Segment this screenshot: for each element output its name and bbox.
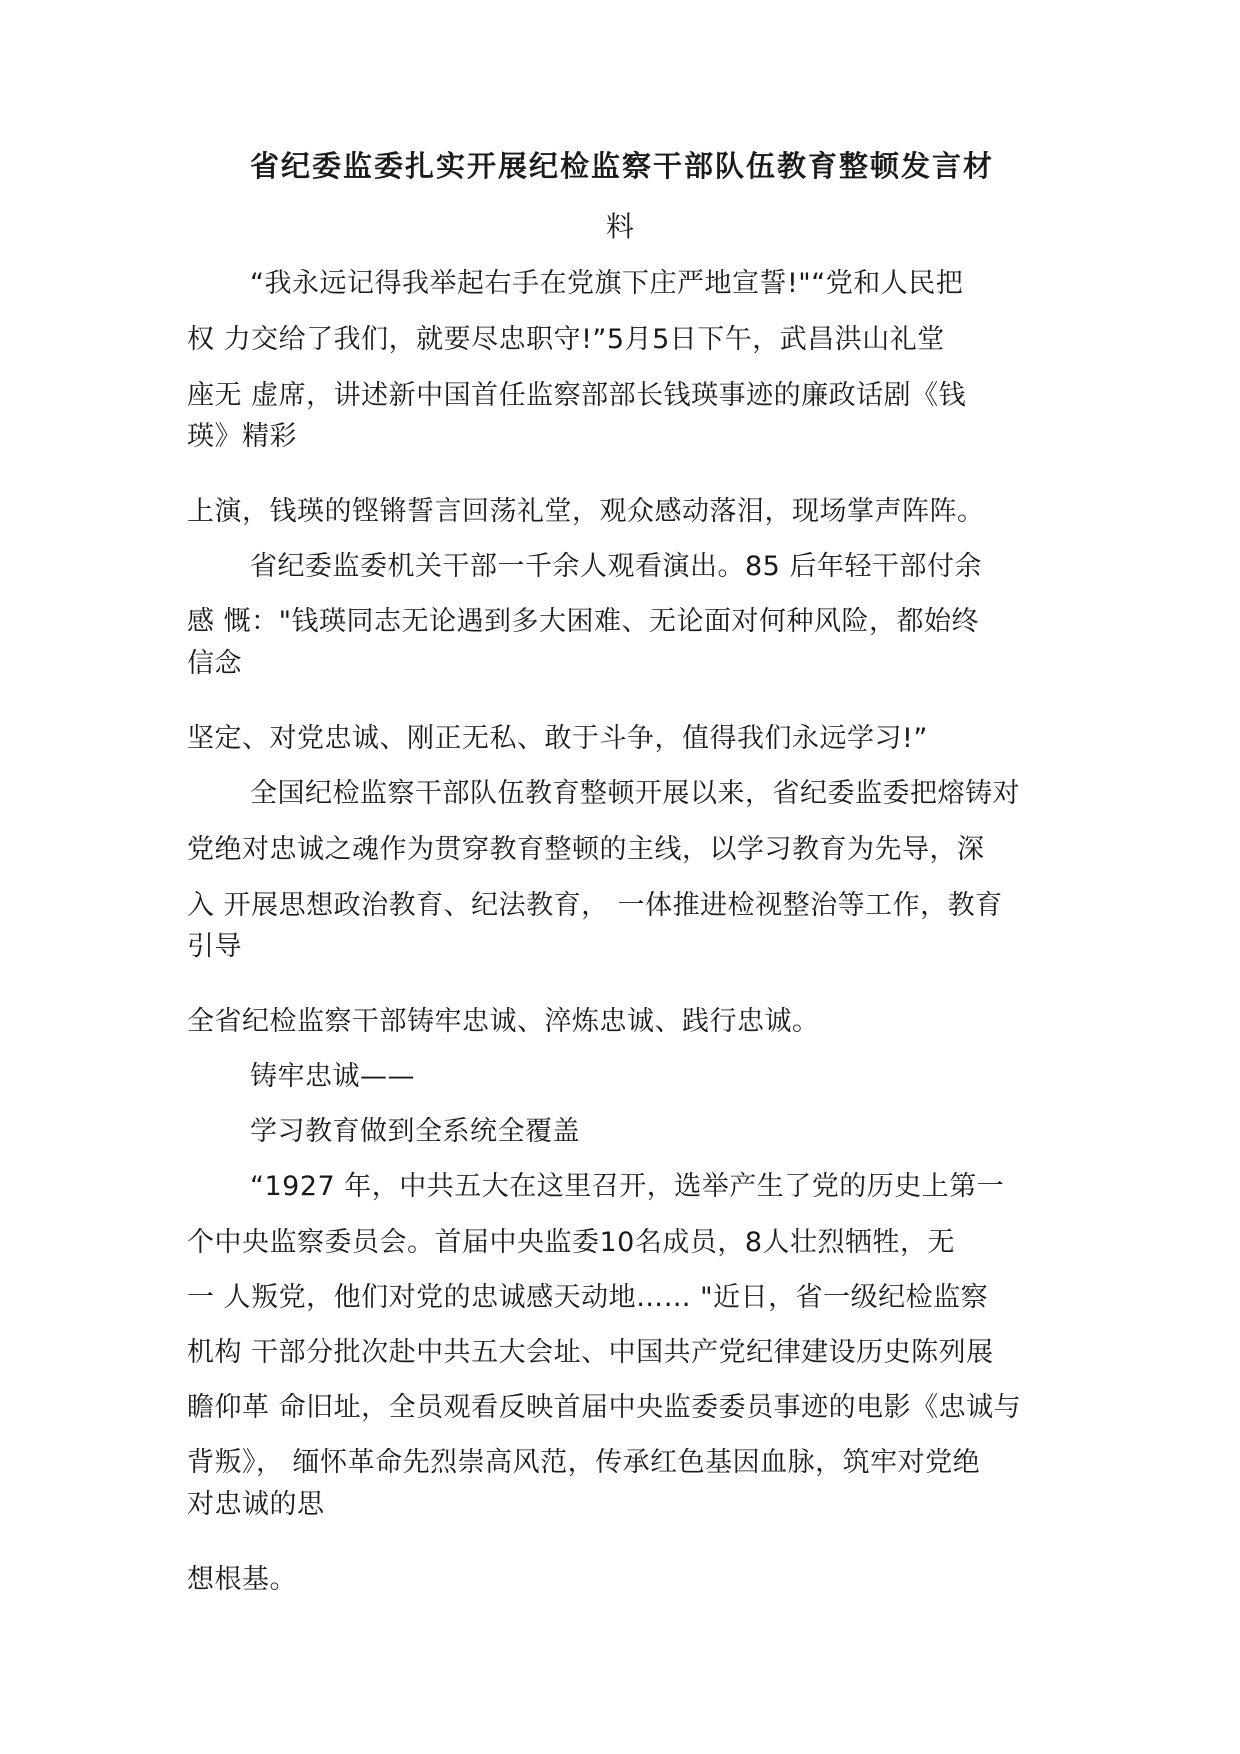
text-line: 瑛》精彩 (187, 421, 297, 452)
text-line: 想根基。 (187, 1564, 297, 1595)
text-line: 全省纪检监察干部铸牢忠诚、淬炼忠诚、践行忠诚。 (187, 1006, 820, 1037)
text-line: 党绝对忠诚之魂作为贯穿教育整顿的主线，以学习教育为先导，深 (187, 834, 985, 865)
document-title-continued: 料 (605, 210, 634, 243)
text-line: 一 人叛党，他们对党的忠诚感天动地…… "近日，省一级纪检监察 (187, 1282, 989, 1313)
text-line: 引导 (187, 931, 242, 962)
text-line: 机构 干部分批次赴中共五大会址、中国共产党纪律建设历史陈列展 (187, 1337, 994, 1368)
text-line: “我永远记得我举起右手在党旗下庄严地宣誓!"“党和人民把 (250, 268, 964, 299)
text-line: 个中央监察委员会。首届中央监委10名成员，8人壮烈牺牲，无 (187, 1227, 956, 1258)
text-line: 信念 (187, 648, 242, 679)
text-line: 背叛》， 缅怀革命先烈崇高风范，传承红色基因血脉，筑牢对党绝 (187, 1447, 981, 1478)
text-line: 全国纪检监察干部队伍教育整顿开展以来，省纪委监委把熔铸对 (250, 778, 1020, 809)
text-line: 省纪委监委机关干部一千余人观看演出。85 后年轻干部付余 (250, 551, 982, 582)
text-line: 权 力交给了我们，就要尽忠职守!”5月5日下午，武昌洪山礼堂 (187, 324, 945, 355)
text-line: 座无 虚席，讲述新中国首任监察部部长钱瑛事迹的廉政话剧《钱 (187, 380, 967, 411)
section-subheading: 学习教育做到全系统全覆盖 (250, 1116, 580, 1147)
text-line: 坚定、对党忠诚、刚正无私、敢于斗争，值得我们永远学习!” (187, 723, 928, 754)
section-heading: 铸牢忠诚—— (250, 1061, 415, 1092)
text-line: 上演，钱瑛的铿锵誓言回荡礼堂，观众感动落泪，现场掌声阵阵。 (187, 496, 985, 527)
text-line: “1927 年，中共五大在这里召开，选举产生了党的历史上第一 (250, 1171, 1005, 1202)
text-line: 入 开展思想政治教育、纪法教育， 一体推进检视整治等工作，教育 (187, 890, 1003, 921)
text-line: 瞻仰革 命旧址，全员观看反映首届中央监委委员事迹的电影《忠诚与 (187, 1392, 1022, 1423)
document-title: 省纪委监委扎实开展纪检监察干部队伍教育整顿发言材 (249, 149, 994, 183)
text-line: 感 慨："钱瑛同志无论遇到多大困难、无论面对何种风险，都始终 (187, 606, 980, 637)
text-line: 对忠诚的思 (187, 1489, 325, 1520)
